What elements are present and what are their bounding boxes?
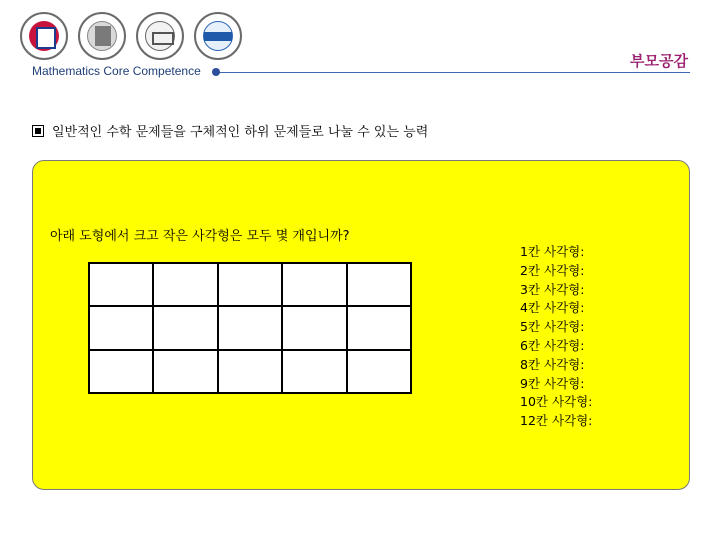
university-logo-1: [20, 12, 68, 60]
answer-line: 9칸 사각형:: [520, 375, 585, 391]
header-rule-dot: [212, 68, 220, 76]
answer-line: 10칸 사각형:: [520, 394, 593, 410]
answer-list: [520, 243, 592, 431]
answer-line: 8칸 사각형:: [520, 356, 585, 372]
grid-cell: [282, 263, 346, 306]
answer-line: 1칸 사각형:: [520, 244, 585, 259]
brand-title: 부모공감: [630, 52, 688, 70]
header-rule: [216, 72, 690, 73]
grid-cell: [153, 350, 217, 393]
grid-cell: [282, 306, 346, 349]
answer-line: 5칸 사각형:: [520, 319, 585, 335]
grid-cell: [218, 350, 282, 393]
bullet-row: [32, 121, 428, 140]
grid-cell: [153, 306, 217, 349]
grid-cell: [89, 306, 153, 349]
kaist-logo: [194, 12, 242, 60]
grid-cell: [153, 263, 217, 306]
university-logo-3: [136, 12, 184, 60]
grid-cell: [347, 306, 411, 349]
answer-line: 6칸 사각형:: [520, 337, 585, 353]
grid-cell: [218, 263, 282, 306]
answer-line: 3칸 사각형:: [520, 281, 585, 297]
grid-cell: [89, 263, 153, 306]
answer-line: 2칸 사각형:: [520, 262, 585, 278]
grid-cell: [218, 306, 282, 349]
answer-line: 4칸 사각형:: [520, 300, 585, 316]
answer-line: 12칸 사각형:: [520, 413, 593, 429]
logo-row: [20, 12, 242, 60]
grid-cell: [347, 263, 411, 306]
university-logo-2: [78, 12, 126, 60]
bullet-text: 일반적인 수학 문제들을 구체적인 하위 문제들로 나눌 수 있는 능력: [52, 125, 429, 140]
page-subtitle: Mathematics Core Competence: [32, 64, 201, 78]
grid-cell: [347, 350, 411, 393]
question-text: 아래 도형에서 크고 작은 사각형은 모두 몇 개입니까?: [50, 229, 350, 244]
grid-cell: [89, 350, 153, 393]
square-bullet-icon: [32, 125, 44, 137]
grid-cell: [282, 350, 346, 393]
rectangle-grid: [88, 262, 412, 394]
